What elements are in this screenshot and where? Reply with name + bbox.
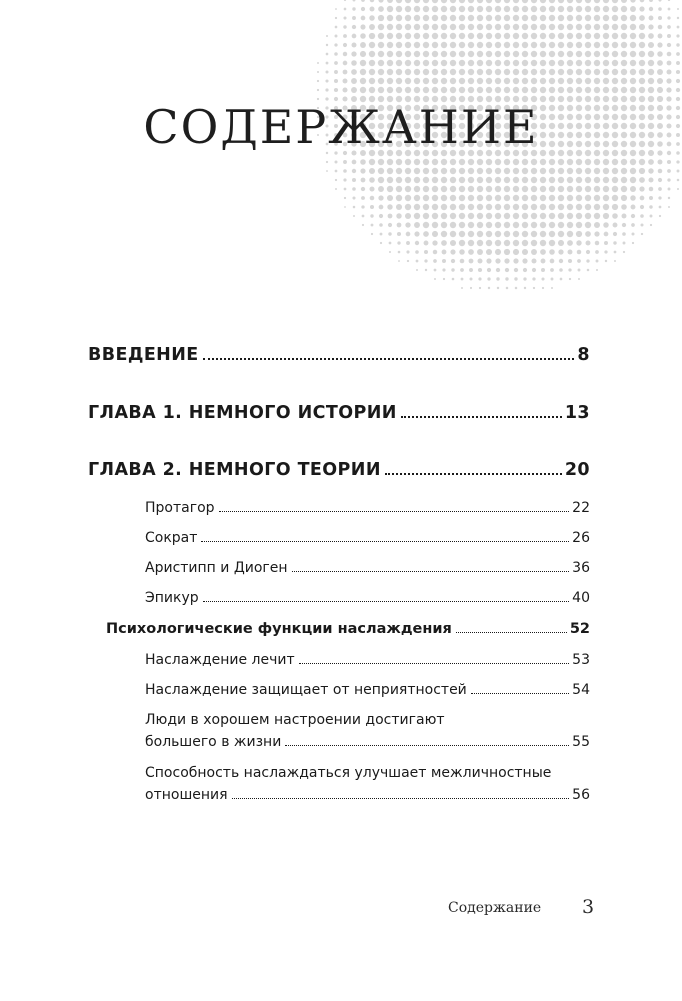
toc-page-number: 53 — [572, 652, 590, 668]
toc-entry-aristipp[interactable] — [145, 560, 590, 576]
toc-page-number: 40 — [572, 590, 590, 606]
toc-entry-label-line-1: Способность наслаждаться улучшает межличностные — [145, 765, 552, 781]
toc-entry-intro[interactable] — [88, 345, 590, 365]
toc-entry-label: Психологические функции наслаждения — [106, 621, 452, 637]
toc-entry-chapter-2[interactable] — [88, 460, 590, 480]
dot-leader — [203, 358, 575, 360]
toc-entry-sposobnost[interactable] — [145, 765, 590, 803]
toc-page-number: 55 — [572, 734, 590, 750]
toc-page-number: 52 — [569, 621, 590, 637]
dot-leader — [203, 601, 570, 602]
toc-page-number: 36 — [572, 560, 590, 576]
dot-leader — [456, 632, 567, 633]
toc-entry-psych-functions[interactable] — [106, 621, 590, 637]
toc-page-number: 13 — [564, 403, 590, 423]
dot-leader — [401, 416, 562, 418]
toc-page-number: 8 — [577, 345, 590, 365]
page-number: 3 — [582, 896, 595, 918]
toc-page-number: 26 — [572, 530, 590, 546]
toc-entry-protagor[interactable] — [145, 500, 590, 516]
toc-entry-label: ГЛАВА 2. НЕМНОГО ТЕОРИИ — [88, 460, 381, 480]
toc-entry-row — [145, 787, 590, 803]
toc-entry-label-line-1: Люди в хорошем настроении достигают — [145, 712, 445, 728]
toc-page-number: 22 — [572, 500, 590, 516]
toc-page-number: 20 — [564, 460, 590, 480]
toc-entry-label-line-2: большего в жизни — [145, 734, 282, 750]
toc-entry-label: Эпикур — [145, 590, 199, 606]
toc-entry-row — [145, 734, 590, 750]
dotted-circle-decoration — [300, 0, 682, 320]
toc-entry-label: Сократ — [145, 530, 198, 546]
running-footer-title: Содержание — [448, 900, 542, 916]
toc-entry-zashchishchaet[interactable] — [145, 682, 590, 698]
dot-leader — [471, 693, 569, 694]
dot-leader — [201, 541, 569, 542]
toc-page-number: 54 — [572, 682, 590, 698]
toc-entry-label: Аристипп и Диоген — [145, 560, 288, 576]
toc-entry-label: Протагор — [145, 500, 215, 516]
toc-page-number: 56 — [572, 787, 590, 803]
page-title: СОДЕРЖАНИЕ — [143, 100, 539, 154]
toc-entry-label: Наслаждение лечит — [145, 652, 295, 668]
dot-leader — [232, 798, 570, 799]
dot-leader — [292, 571, 570, 572]
toc-entry-lyudi[interactable] — [145, 712, 590, 750]
dot-leader — [299, 663, 570, 664]
toc-entry-chapter-1[interactable] — [88, 403, 590, 423]
toc-entry-label: ВВЕДЕНИЕ — [88, 345, 199, 365]
toc-entry-epikur[interactable] — [145, 590, 590, 606]
toc-entry-label-line-2: отношения — [145, 787, 228, 803]
toc-entry-label: ГЛАВА 1. НЕМНОГО ИСТОРИИ — [88, 403, 397, 423]
dot-leader — [285, 745, 569, 746]
dot-leader — [219, 511, 570, 512]
toc-entry-label: Наслаждение защищает от неприятностей — [145, 682, 467, 698]
toc-entry-sokrat[interactable] — [145, 530, 590, 546]
dot-leader — [385, 473, 562, 475]
toc-entry-lechit[interactable] — [145, 652, 590, 668]
